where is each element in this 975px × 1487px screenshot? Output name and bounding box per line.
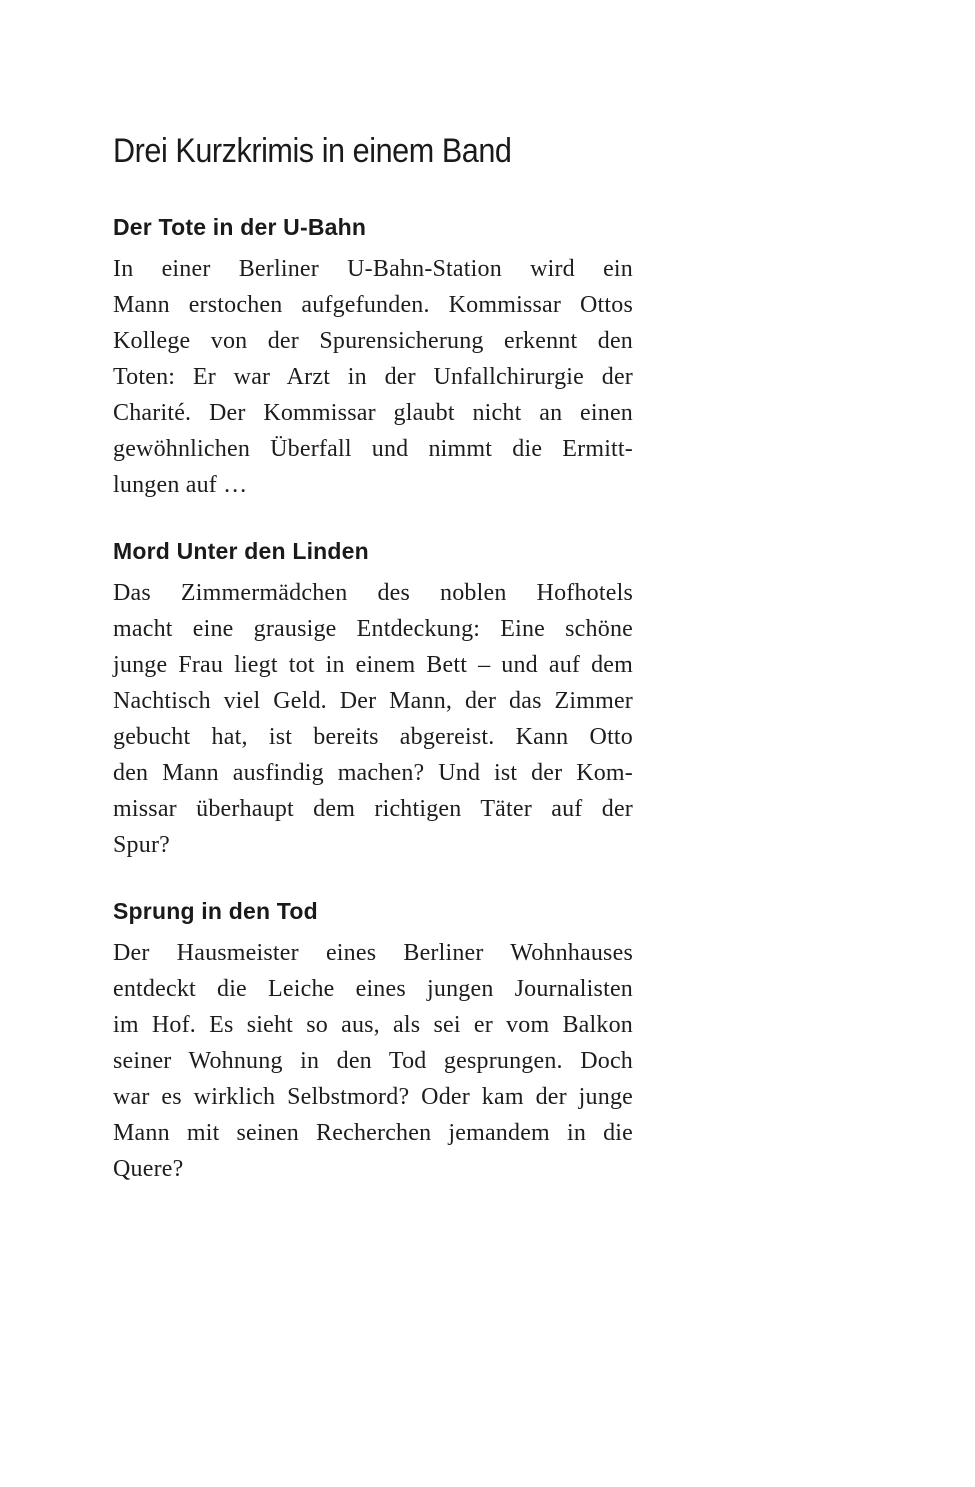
story-heading: Der Tote in der U-Bahn — [113, 214, 367, 240]
text-line: Mann erstochen aufgefunden. Kommissar Ottos — [113, 292, 633, 318]
sections — [113, 213, 633, 1187]
text-line: den Mann ausfindig machen? Und ist der Kom- — [113, 760, 633, 786]
page-title: Drei Kurzkrimis in einem Band — [113, 132, 512, 170]
text-line: war es wirklich Selbstmord? Oder kam der junge — [113, 1084, 633, 1110]
text-line: Das Zimmermädchen des noblen Hofhotels — [113, 580, 633, 606]
story-text — [113, 251, 633, 503]
text-line: Nachtisch viel Geld. Der Mann, der das Zimmer — [113, 688, 633, 714]
text-line: missar überhaupt dem richtigen Täter auf der — [113, 796, 633, 822]
story-text — [113, 575, 633, 863]
text-line: macht eine grausige Entdeckung: Eine schöne — [113, 616, 633, 642]
text-line: Spur? — [113, 832, 170, 858]
text-line: gebucht hat, ist bereits abgereist. Kann Otto — [113, 724, 633, 750]
text-line: Quere? — [113, 1156, 184, 1182]
text-line: Mann mit seinen Recherchen jemandem in die — [113, 1120, 633, 1146]
story-section — [113, 213, 633, 503]
text-line: Kollege von der Spurensicherung erkennt den — [113, 328, 633, 354]
text-line: seiner Wohnung in den Tod gesprungen. Doch — [113, 1048, 633, 1074]
text-line: Toten: Er war Arzt in der Unfallchirurgie der — [113, 364, 633, 390]
text-line: Der Hausmeister eines Berliner Wohnhauses — [113, 940, 633, 966]
text-line: im Hof. Es sieht so aus, als sei er vom Balkon — [113, 1012, 633, 1038]
text-line: entdeckt die Leiche eines jungen Journalisten — [113, 976, 633, 1002]
text-line: In einer Berliner U-Bahn-Station wird ein — [113, 256, 633, 282]
story-heading: Mord Unter den Linden — [113, 538, 369, 564]
text-line: Charité. Der Kommissar glaubt nicht an einen — [113, 400, 633, 426]
book-description — [113, 131, 633, 1187]
story-heading: Sprung in den Tod — [113, 898, 318, 924]
text-line: gewöhnlichen Überfall und nimmt die Ermitt- — [113, 436, 633, 462]
story-text — [113, 935, 633, 1187]
story-section — [113, 897, 633, 1187]
text-line: junge Frau liegt tot in einem Bett – und auf dem — [113, 652, 633, 678]
text-line: lungen auf … — [113, 472, 248, 498]
story-section — [113, 537, 633, 863]
